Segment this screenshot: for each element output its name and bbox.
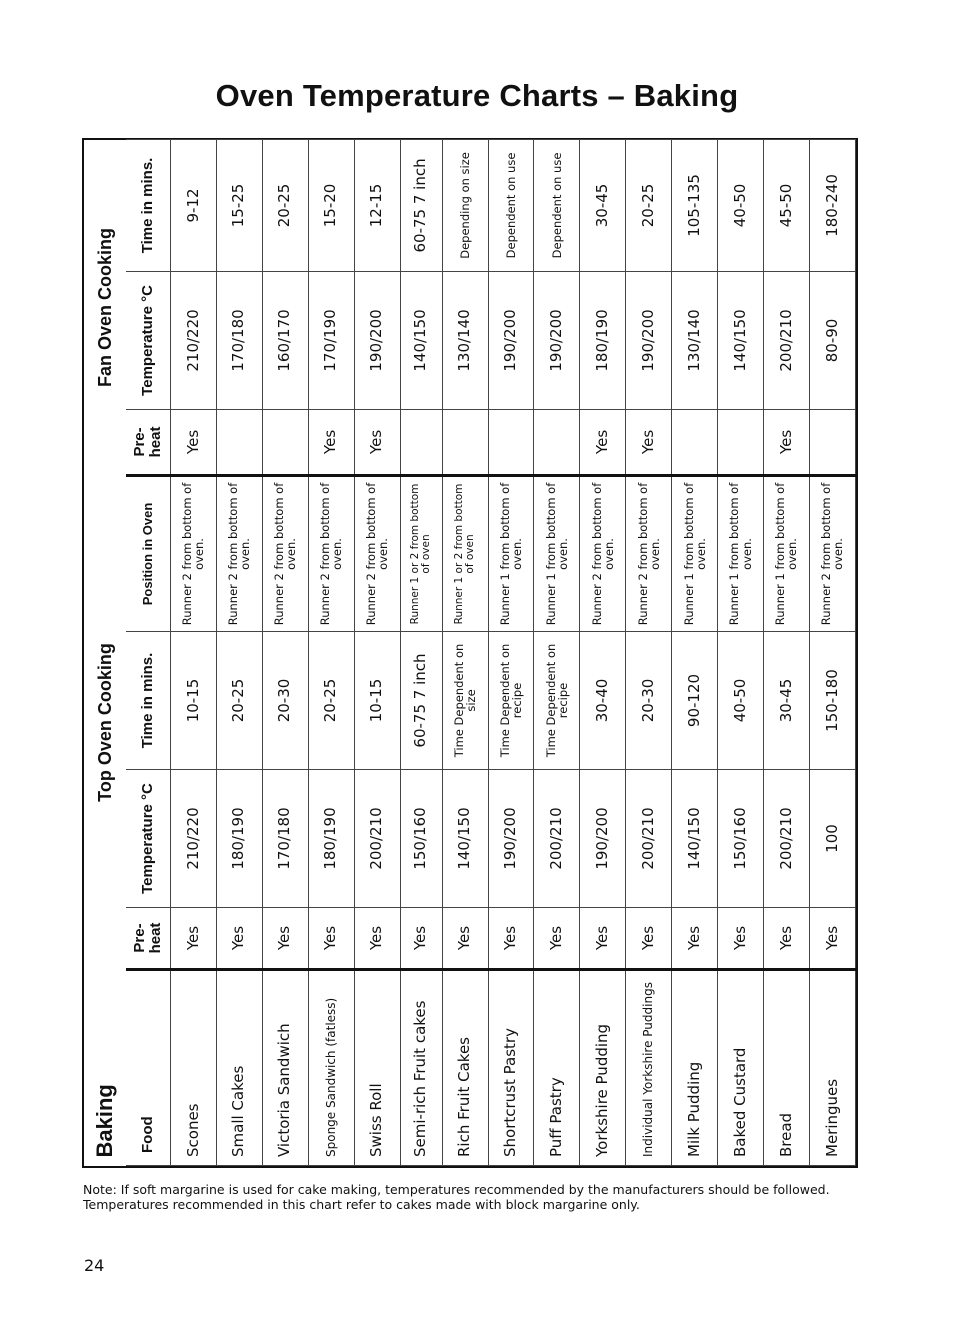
- table-row: [171, 139, 217, 1165]
- cell-top-time: 10-15: [354, 632, 400, 770]
- cell-top-temperature: 100: [809, 770, 855, 908]
- cell-top-temperature: 180/190: [216, 770, 262, 908]
- cell-top-temperature: 190/200: [488, 770, 534, 908]
- cell-fan-preheat: [262, 409, 308, 475]
- cell-top-temperature: 180/190: [308, 770, 354, 908]
- cell-food: Puff Pastry: [534, 970, 580, 1166]
- cell-top-time: 40-50: [718, 632, 764, 770]
- column-header-fan-preheat: Pre-heat: [126, 409, 171, 475]
- cell-food: Small Cakes: [216, 970, 262, 1166]
- cell-fan-preheat: Yes: [580, 409, 626, 475]
- cell-top-time: 20-30: [262, 632, 308, 770]
- cell-fan-preheat: [216, 409, 262, 475]
- cell-fan-time: 20-25: [262, 139, 308, 271]
- cell-top-temperature: 200/210: [626, 770, 672, 908]
- cell-top-position: Runner 2 from bottom of oven.: [308, 475, 354, 631]
- cell-fan-temperature: 130/140: [442, 271, 488, 409]
- table-row: [672, 139, 718, 1165]
- table-row: [442, 139, 488, 1165]
- page-title: Oven Temperature Charts – Baking: [215, 78, 739, 113]
- table-row: [354, 139, 400, 1165]
- cell-food: Rich Fruit Cakes: [442, 970, 488, 1166]
- table-row: [763, 139, 809, 1165]
- column-header-fan-temperature: Temperature °C: [126, 271, 171, 409]
- cell-fan-temperature: 170/180: [216, 271, 262, 409]
- cell-top-position: Runner 1 from bottom of oven.: [672, 475, 718, 631]
- table-row: [262, 139, 308, 1165]
- cell-fan-temperature: 170/190: [308, 271, 354, 409]
- cell-top-time: Time Dependent on recipe: [488, 632, 534, 770]
- column-header-food: Food: [126, 970, 171, 1166]
- cell-food: Meringues: [809, 970, 855, 1166]
- cell-top-position: Runner 2 from bottom of oven.: [262, 475, 308, 631]
- table-row: [216, 139, 262, 1165]
- cell-top-preheat: Yes: [171, 908, 217, 970]
- cell-top-time: 150-180: [809, 632, 855, 770]
- cell-fan-temperature: 160/170: [262, 271, 308, 409]
- table-row: [626, 139, 672, 1165]
- cell-food: Scones: [171, 970, 217, 1166]
- table-row: [718, 139, 764, 1165]
- cell-food: Victoria Sandwich: [262, 970, 308, 1166]
- cell-food: Baked Custard: [718, 970, 764, 1166]
- footnote: Note: If soft margarine is used for cake making, temperatures recommended by the manufacturers should be followed. Temperatures recommended in this chart refer to cakes made with block margarine only.: [83, 1182, 830, 1212]
- cell-food: Bread: [763, 970, 809, 1166]
- cell-fan-preheat: [534, 409, 580, 475]
- cell-top-time: 30-45: [763, 632, 809, 770]
- cell-top-temperature: 140/150: [442, 770, 488, 908]
- cell-fan-time: 180-240: [809, 139, 855, 271]
- cell-fan-preheat: [488, 409, 534, 475]
- cell-fan-time: 30-45: [580, 139, 626, 271]
- table-row: [488, 139, 534, 1165]
- cell-top-time: 20-25: [308, 632, 354, 770]
- cell-top-time: Time Dependent on recipe: [534, 632, 580, 770]
- cell-fan-temperature: 80-90: [809, 271, 855, 409]
- cell-fan-temperature: 190/200: [354, 271, 400, 409]
- section-label: Baking: [92, 1084, 118, 1158]
- cell-fan-preheat: [809, 409, 855, 475]
- cell-fan-time: 12-15: [354, 139, 400, 271]
- cell-top-preheat: Yes: [354, 908, 400, 970]
- cell-fan-time: Depending on size: [442, 139, 488, 271]
- cell-top-preheat: Yes: [488, 908, 534, 970]
- cell-top-position: Runner 1 from bottom of oven.: [763, 475, 809, 631]
- table-row: [534, 139, 580, 1165]
- cell-top-time: 60-75 7 inch: [400, 632, 442, 770]
- fan-oven-group-header: Fan Oven Cooking: [94, 227, 115, 387]
- cell-fan-temperature: 140/150: [718, 271, 764, 409]
- cell-top-temperature: 200/210: [354, 770, 400, 908]
- cell-top-preheat: Yes: [308, 908, 354, 970]
- cell-food: Yorkshire Pudding: [580, 970, 626, 1166]
- cell-top-time: 10-15: [171, 632, 217, 770]
- cell-fan-time: 105-135: [672, 139, 718, 271]
- cell-top-position: Runner 1 or 2 from bottom of oven: [442, 475, 488, 631]
- cell-top-position: Runner 2 from bottom of oven.: [354, 475, 400, 631]
- cell-top-temperature: 200/210: [534, 770, 580, 908]
- cell-fan-time: 45-50: [763, 139, 809, 271]
- cell-top-position: Runner 1 from bottom of oven.: [718, 475, 764, 631]
- cell-top-preheat: Yes: [626, 908, 672, 970]
- cell-fan-time: 15-25: [216, 139, 262, 271]
- cell-top-temperature: 140/150: [672, 770, 718, 908]
- cell-top-time: 20-30: [626, 632, 672, 770]
- cell-fan-preheat: [718, 409, 764, 475]
- cell-top-preheat: Yes: [809, 908, 855, 970]
- cell-fan-temperature: 190/200: [488, 271, 534, 409]
- cell-top-temperature: 190/200: [580, 770, 626, 908]
- cell-top-preheat: Yes: [763, 908, 809, 970]
- cell-fan-preheat: [672, 409, 718, 475]
- cell-top-time: Time Dependent on size: [442, 632, 488, 770]
- cell-fan-preheat: Yes: [308, 409, 354, 475]
- baking-chart: [82, 138, 858, 1168]
- cell-top-preheat: Yes: [534, 908, 580, 970]
- cell-fan-time: Dependent on use: [488, 139, 534, 271]
- cell-fan-time: 9-12: [171, 139, 217, 271]
- cell-fan-preheat: Yes: [354, 409, 400, 475]
- cell-top-preheat: Yes: [672, 908, 718, 970]
- cell-fan-preheat: Yes: [171, 409, 217, 475]
- cell-fan-time: 15-20: [308, 139, 354, 271]
- cell-fan-preheat: [400, 409, 442, 475]
- cell-fan-temperature: 200/210: [763, 271, 809, 409]
- cell-top-temperature: 170/180: [262, 770, 308, 908]
- cell-fan-temperature: 210/220: [171, 271, 217, 409]
- cell-top-preheat: Yes: [262, 908, 308, 970]
- cell-fan-time: 20-25: [626, 139, 672, 271]
- oven-temperature-table: [84, 139, 856, 1166]
- cell-top-position: Runner 1 or 2 from bottom of oven: [400, 475, 442, 631]
- cell-top-position: Runner 1 from bottom of oven.: [488, 475, 534, 631]
- cell-fan-time: Dependent on use: [534, 139, 580, 271]
- cell-fan-preheat: Yes: [626, 409, 672, 475]
- column-header-fan-time: Time in mins.: [126, 139, 171, 271]
- cell-fan-temperature: 190/200: [626, 271, 672, 409]
- cell-food: Sponge Sandwich (fatless): [308, 970, 354, 1166]
- cell-fan-temperature: 130/140: [672, 271, 718, 409]
- cell-fan-time: 60-75 7 inch: [400, 139, 442, 271]
- cell-food: Individual Yorkshire Puddings: [626, 970, 672, 1166]
- cell-top-temperature: 200/210: [763, 770, 809, 908]
- cell-top-position: Runner 2 from bottom of oven.: [171, 475, 217, 631]
- cell-top-position: Runner 2 from bottom of oven.: [580, 475, 626, 631]
- cell-top-temperature: 150/160: [400, 770, 442, 908]
- table-row: [809, 139, 855, 1165]
- cell-fan-temperature: 140/150: [400, 271, 442, 409]
- column-header-top-time: Time in mins.: [126, 632, 171, 770]
- column-header-top-temperature: Temperature °C: [126, 770, 171, 908]
- rotated-table-wrapper: [84, 136, 860, 1166]
- cell-top-preheat: Yes: [580, 908, 626, 970]
- cell-food: Shortcrust Pastry: [488, 970, 534, 1166]
- table-row: [580, 139, 626, 1165]
- table-row: [308, 139, 354, 1165]
- cell-fan-temperature: 190/200: [534, 271, 580, 409]
- cell-top-preheat: Yes: [216, 908, 262, 970]
- cell-top-position: Runner 2 from bottom of oven.: [809, 475, 855, 631]
- column-header-top-preheat: Pre-heat: [126, 908, 171, 970]
- cell-fan-temperature: 180/190: [580, 271, 626, 409]
- cell-top-position: Runner 1 from bottom of oven.: [534, 475, 580, 631]
- cell-top-preheat: Yes: [718, 908, 764, 970]
- cell-top-preheat: Yes: [400, 908, 442, 970]
- column-header-top-position: Position in Oven: [126, 475, 171, 631]
- cell-top-position: Runner 2 from bottom of oven.: [216, 475, 262, 631]
- cell-top-temperature: 210/220: [171, 770, 217, 908]
- cell-top-time: 30-40: [580, 632, 626, 770]
- top-oven-group-header: Top Oven Cooking: [94, 643, 115, 802]
- cell-top-position: Runner 2 from bottom of oven.: [626, 475, 672, 631]
- cell-top-temperature: 150/160: [718, 770, 764, 908]
- cell-food: Semi-rich Fruit cakes: [400, 970, 442, 1166]
- cell-top-time: 20-25: [216, 632, 262, 770]
- cell-food: Milk Pudding: [672, 970, 718, 1166]
- cell-fan-preheat: [442, 409, 488, 475]
- cell-fan-time: 40-50: [718, 139, 764, 271]
- cell-food: Swiss Roll: [354, 970, 400, 1166]
- cell-top-time: 90-120: [672, 632, 718, 770]
- page-number: 24: [84, 1256, 105, 1275]
- table-row: [400, 139, 442, 1165]
- cell-fan-preheat: Yes: [763, 409, 809, 475]
- cell-top-preheat: Yes: [442, 908, 488, 970]
